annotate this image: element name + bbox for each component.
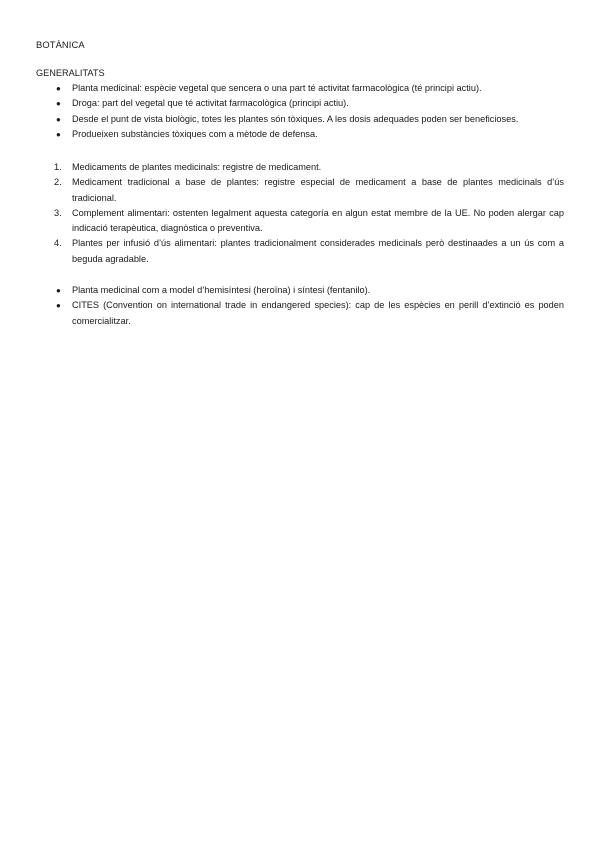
item-number: 1.: [54, 162, 62, 172]
list-item: 2. Medicament tradicional a base de plantes: registre especial de medicament a base de plantes medicinals d’ús tradicional.: [54, 177, 564, 203]
list-item: ● Desde el punt de vista biològic, totes les plantes són tòxiques. A les dosis adequades poden ser beneficioses.: [36, 112, 564, 127]
list-item: ● CITES (Convention on international trade in endangered species): cap de les espècies en perill d’extinció es poden comercialitzar.: [56, 300, 564, 326]
bullet-icon: ●: [56, 99, 61, 109]
item-number: 2.: [54, 177, 62, 188]
bullet-icon: ●: [56, 114, 61, 124]
list-item: ● Produeixen substàncies tòxiques com a mètode de defensa.: [36, 127, 564, 142]
list-item: ● Planta medicinal com a model d’hemisíntesi (heroïna) i síntesi (fentanilo).: [36, 283, 564, 298]
list-item: ● Droga: part del vegetal que té activitat farmacològica (principi actiu).: [36, 96, 564, 111]
bullet-icon: ●: [56, 286, 61, 295]
list-item: ● Planta medicinal: espècie vegetal que sencera o una part té activitat farmacològica (té principi actiu).: [36, 81, 564, 96]
numbered-list-categories: [36, 160, 564, 267]
list-item: 4. Plantes per infusió d’ús alimentari: plantes tradicionalment considerades medicinals però destinaades a un ús com a beguda agradable.: [54, 238, 564, 264]
bullet-icon: ●: [56, 301, 61, 311]
item-number: 4.: [54, 238, 62, 249]
bullet-icon: ●: [56, 129, 61, 139]
item-number: 3.: [54, 207, 62, 218]
page-title: BOTÀNICA: [36, 39, 85, 50]
section-heading: GENERALITATS: [36, 68, 105, 78]
list-item: 3. Complement alimentari: ostenten legalment aquesta categoría en algun estat membre de la UE. No poden alergar cap indicació terapèutica, diagnòstica o preventiva.: [54, 207, 564, 234]
bullet-list-general: [36, 81, 564, 142]
list-item: 1. Medicaments de plantes medicinals: registre de medicament.: [36, 160, 564, 175]
bullet-icon: ●: [56, 84, 61, 93]
bullet-list-notes: [36, 283, 564, 329]
